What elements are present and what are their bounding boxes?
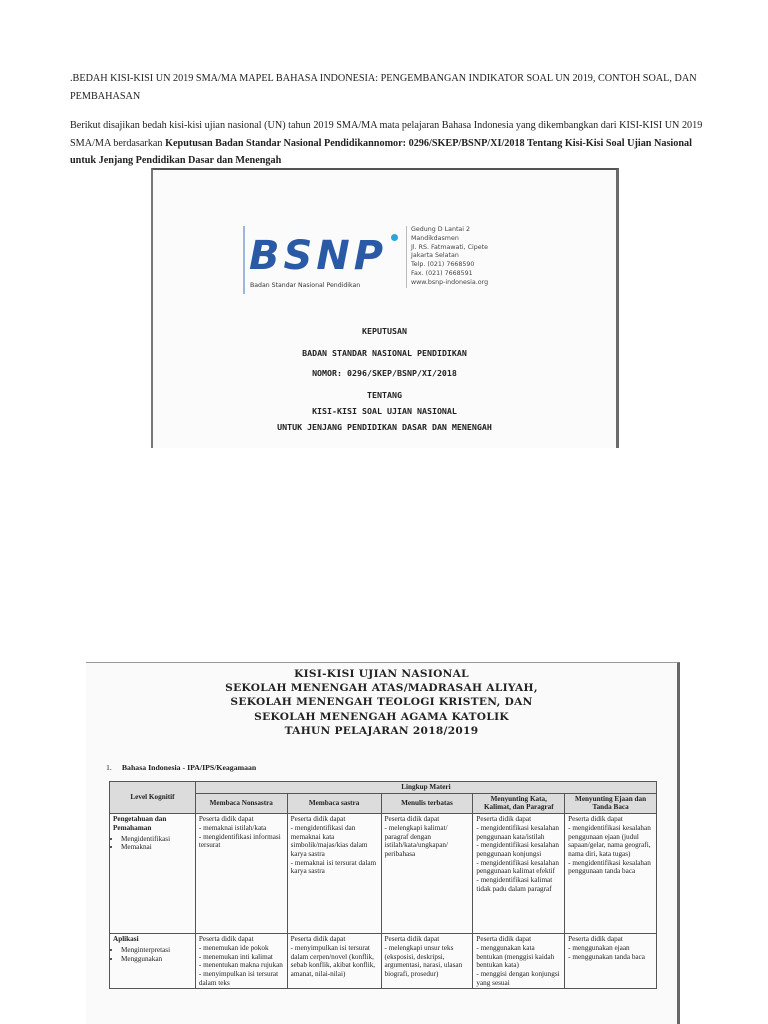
table-header-row [110,782,657,794]
decree-line: KISI-KISI SOAL UJIAN NASIONAL [312,406,457,416]
list-item: • Memaknai [121,843,192,852]
bsnp-decree-scan [151,168,619,448]
decree-line: BADAN STANDAR NASIONAL PENDIDIKAN [302,348,467,358]
level-header: Level Kognitif [110,782,196,814]
group-header: Lingkup Materi [195,782,656,794]
decree-line: UNTUK JENJANG PENDIDIKAN DASAR DAN MENENGAH [277,422,492,432]
address-line: Fax. (021) 7668591 [411,269,473,277]
address-line: www.bsnp-indonesia.org [411,278,489,286]
kisi-kisi-table [109,781,657,989]
list-item: • Menggunakan [121,955,192,964]
level-name: Aplikasi [113,935,139,944]
table-cell [473,814,565,934]
bsnp-logo-dot [391,234,398,241]
decree-line: NOMOR: 0296/SKEP/BSNP/XI/2018 [312,368,457,378]
address-line: Jl. RS. Fatmawati, Cipete [411,243,488,251]
level-subitems [121,835,192,852]
table-cell [381,814,473,934]
cell-line: - mengidentifikasi kesalahan penggunaan tanda baca [568,858,651,876]
paragraph-bold-reference: Keputusan Badan Standar Nasional Pendidikannomor: 0296/SKEP/BSNP/XI/2018 Tentang Kisi-Kisi Soal Ujian Nasional untuk Jenjang Pendidikan Dasar dan Menengah [70,137,692,166]
cell-line: - menggisi dengan konjungsi yang sesuai [476,969,560,987]
cell-line: - melengkapi kalimat/ paragraf dengan istilah/kata/ungkapan/ peribahasa [384,823,448,858]
level-name: Pengetahuan dan Pemahaman [113,815,167,832]
cell-line: - mengidentifikasi dan memaknai kata simbolik/majas/kias dalam karya sastra [290,823,368,858]
cell-line: - mengidentifikasi kesalahan penggunaan kalimat efektif [476,858,560,876]
bsnp-logo: BSNP [249,233,388,279]
cell-line: - menggunakan tanda baca [568,952,646,961]
cell-line: - menentukan makna rujukan [198,961,283,970]
column-header: Menulis terbatas [381,793,473,813]
column-header: Menyunting Kata, Kalimat, dan Paragraf [473,793,565,813]
cell-line: - menggunakan ejaan [568,943,630,952]
cell-line: - mengidentifikasi kalimat tidak padu dalam paragraf [476,876,553,893]
table-cell [195,814,287,934]
column-header: Membaca Nonsastra [195,793,287,813]
section-heading [106,763,256,772]
cell-line: Peserta didik dapat [568,815,623,824]
section-title: Bahasa Indonesia - IPA/IPS/Keagamaan [121,763,257,772]
list-item: • Menginterpretasi [121,946,192,955]
letterhead-rule [243,226,245,294]
cell-line: - menemukan ide pokok [198,943,269,952]
level-cell [110,934,196,989]
bsnp-logo-subtitle: Badan Standar Nasional Pendidikan [250,282,361,289]
cell-line: Peserta didik dapat [568,935,623,944]
cell-line: Peserta didik dapat [384,815,440,824]
decree-line: KEPUTUSAN [362,326,407,336]
cell-line: - memaknai isi tersurat dalam karya sastra [290,858,377,876]
table-cell [473,934,565,989]
table-row [110,934,657,989]
title-line: SEKOLAH MENENGAH AGAMA KATOLIK [254,710,509,723]
section-number: 1. [106,763,112,772]
title-line: KISI-KISI UJIAN NASIONAL [294,668,469,680]
table-row [110,814,657,934]
address-line: Gedung D Lantai 2 [411,226,471,233]
cell-line: - menggunakan kata bentukan (menggisi kaidah bentukan kata) [476,943,555,970]
cell-line: - menemukan inti kalimat [198,952,273,961]
address-line: Telp. (021) 7668590 [411,261,475,269]
cell-line: - mengidentifikasi kesalahan penggunaan ejaan (judul sapaan/gelar, nama geografi, nama diri, kata tugas) [568,823,651,858]
address-line: Mandikdasmen [411,234,459,242]
table-cell [381,934,473,989]
cell-line: Peserta didik dapat [476,815,532,824]
cell-line: Peserta didik dapat [198,815,254,824]
cell-line: Peserta didik dapat [290,935,346,944]
cell-line: Peserta didik dapat [198,935,254,944]
table-cell [565,934,657,989]
cell-line: - melengkapi unsur teks (eksposisi, deskripsi, argumentasi, narasi, ulasan biografi, prosedur) [384,943,463,978]
list-item: • Mengidentifikasi [121,835,192,844]
kisi-kisi-table-scan [86,662,680,1024]
level-cell [110,814,196,934]
article-paragraph [70,117,710,170]
cell-line: - mengidentifikasi kesalahan penggunaan konjungsi [476,841,560,858]
cell-line: - memaknai istilah/kata [198,823,267,832]
cell-line: - mengidentifikasi kesalahan penggunaan kata/istilah [476,823,560,841]
title-line: SEKOLAH MENENGAH TEOLOGI KRISTEN, DAN [230,696,533,709]
level-subitems [121,946,192,963]
cell-line: - mengidentifikasi informasi tersurat [198,832,281,850]
cell-line: - menyimpulkan isi tersurat dalam teks [198,969,279,987]
table-cell [287,934,381,989]
address-line: Jakarta Selatan [411,252,459,260]
kisi-kisi-title [86,667,677,738]
bsnp-address [406,226,488,288]
decree-line: TENTANG [367,390,402,400]
paragraph-text: Berikut disajikan bedah kisi-kisi ujian nasional (UN) tahun 2019 SMA/MA mata pelajaran Bahasa Indonesia yang dikembangkan dari KISI-KISI UN 2019 SMA/MA berdasarkan [70,120,703,149]
cell-line: Peserta didik dapat [384,935,440,944]
cell-line: Peserta didik dapat [476,935,532,944]
title-line: SEKOLAH MENENGAH ATAS/MADRASAH ALIYAH, [225,682,538,695]
cell-line: - menyimpulkan isi tersurat dalam cerpen/novel (konflik, sebab konflik, akibat konflik, amanat, nilai-nilai) [290,943,376,978]
article-intro [70,70,710,182]
cell-line: Peserta didik dapat [290,815,346,824]
bsnp-letterhead [243,220,553,300]
table-cell [195,934,287,989]
article-heading: .BEDAH KISI-KISI UN 2019 SMA/MA MAPEL BAHASA INDONESIA: PENGEMBANGAN INDIKATOR SOAL UN 2019, CONTOH SOAL, DAN PEMBAHASAN [70,73,697,102]
column-header: Menyunting Ejaan dan Tanda Baca [565,793,657,813]
table-cell [287,814,381,934]
title-line: TAHUN PELAJARAN 2018/2019 [284,724,479,737]
table-cell [565,814,657,934]
column-header: Membaca sastra [287,793,381,813]
